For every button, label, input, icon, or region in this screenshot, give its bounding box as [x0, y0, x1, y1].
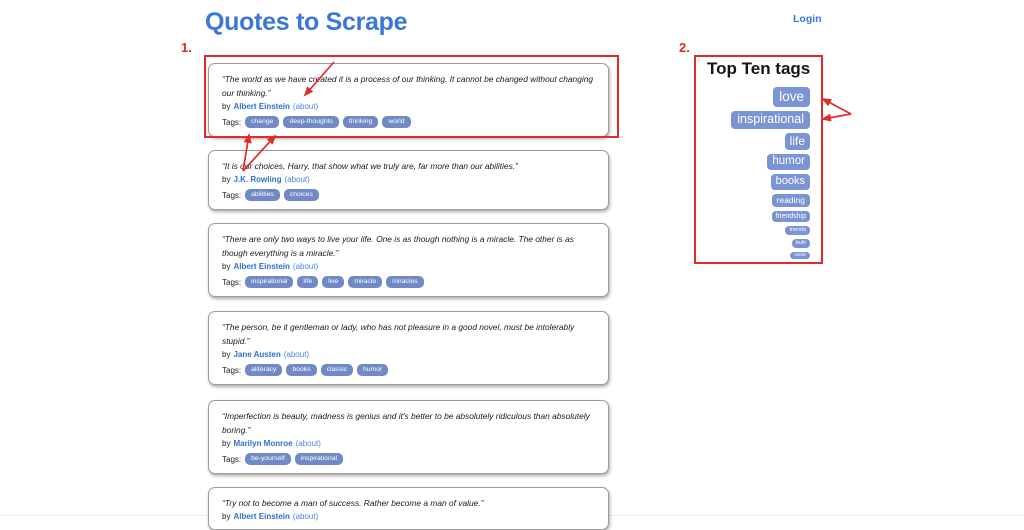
- author-link[interactable]: Jane Austen: [233, 350, 281, 359]
- quote-author-line: [222, 102, 595, 111]
- quote-text: “It is our choices, Harry, that show what we truly are, far more than our abilities.”: [222, 161, 518, 171]
- arrow-to-tag-love: [823, 99, 851, 114]
- quote-card-3: [208, 223, 609, 297]
- quote-tags-row: [222, 364, 595, 376]
- annotation-step-2-label: 2.: [679, 40, 690, 55]
- tag-link-inspirational[interactable]: inspirational: [245, 276, 293, 288]
- site-title-link[interactable]: Quotes to Scrape: [205, 8, 408, 36]
- arrow-to-tag-inspirational: [823, 114, 851, 119]
- tag-link-reading[interactable]: reading: [772, 194, 810, 207]
- tags-label: Tags:: [222, 277, 242, 287]
- tag-link-choices[interactable]: choices: [284, 189, 319, 201]
- quote-author-line: [222, 512, 595, 521]
- about-link[interactable]: (about): [292, 512, 319, 521]
- tag-link-love[interactable]: love: [773, 87, 810, 107]
- tag-link-books[interactable]: books: [286, 364, 316, 376]
- quote-card-1: [208, 63, 609, 137]
- author-link[interactable]: Albert Einstein: [233, 262, 290, 271]
- tag-link-truth[interactable]: truth: [792, 239, 810, 248]
- quote-author-line: [222, 175, 595, 184]
- annotation-step-1-label: 1.: [181, 40, 192, 55]
- quote-author-line: [222, 439, 595, 448]
- about-link[interactable]: (about): [292, 102, 319, 111]
- tag-link-books[interactable]: books: [771, 174, 810, 190]
- quote-tags-row: [222, 189, 595, 201]
- quote-text: “Try not to become a man of success. Rather become a man of value.”: [222, 498, 484, 508]
- tag-link-life[interactable]: life: [297, 276, 318, 288]
- tag-link-friends[interactable]: friends: [785, 226, 810, 235]
- by-label: by: [222, 102, 231, 111]
- quote-author-line: [222, 350, 595, 359]
- tag-link-inspirational[interactable]: inspirational: [295, 453, 343, 465]
- tag-link-aliteracy[interactable]: aliteracy: [245, 364, 282, 376]
- tag-link-abilities[interactable]: abilities: [245, 189, 280, 201]
- tag-link-thinking[interactable]: thinking: [343, 116, 378, 128]
- about-link[interactable]: (about): [283, 350, 310, 359]
- tags-label: Tags:: [222, 365, 242, 375]
- tag-link-humor[interactable]: humor: [767, 154, 810, 171]
- tag-link-change[interactable]: change: [245, 116, 279, 128]
- tag-link-inspirational[interactable]: inspirational: [731, 111, 810, 129]
- tag-link-miracles[interactable]: miracles: [386, 276, 423, 288]
- about-link[interactable]: (about): [284, 175, 310, 184]
- by-label: by: [222, 175, 231, 184]
- quote-text: “The person, be it gentleman or lady, who has not pleasure in a good novel, must be intolerably stupid.”: [222, 322, 575, 346]
- by-label: by: [222, 262, 231, 271]
- tags-label: Tags:: [222, 117, 242, 127]
- quote-tags-row: [222, 453, 595, 465]
- author-link[interactable]: Marilyn Monroe: [233, 439, 293, 448]
- tag-link-friendship[interactable]: friendship: [772, 211, 810, 222]
- quote-tags-row: [222, 116, 595, 128]
- author-link[interactable]: J.K. Rowling: [233, 175, 282, 184]
- tag-link-deep-thoughts[interactable]: deep-thoughts: [283, 116, 338, 128]
- tag-link-humor[interactable]: humor: [357, 364, 388, 376]
- author-link[interactable]: Albert Einstein: [233, 102, 290, 111]
- quote-card-2: [208, 150, 609, 210]
- tag-link-classic[interactable]: classic: [321, 364, 353, 376]
- quote-text: “The world as we have created it is a process of our thinking. It cannot be changed without changing our thinking.”: [222, 74, 594, 98]
- quote-author-line: [222, 262, 595, 271]
- quote-card-4: [208, 311, 609, 385]
- about-link[interactable]: (about): [292, 262, 319, 271]
- tag-link-miracle[interactable]: miracle: [348, 276, 382, 288]
- tags-label: Tags:: [222, 190, 242, 200]
- by-label: by: [222, 512, 231, 521]
- by-label: by: [222, 350, 231, 359]
- login-link[interactable]: Login: [793, 13, 822, 25]
- tag-link-simile[interactable]: simile: [790, 252, 810, 260]
- about-link[interactable]: (about): [295, 439, 321, 448]
- tag-link-life[interactable]: life: [785, 133, 810, 150]
- tags-label: Tags:: [222, 454, 242, 464]
- by-label: by: [222, 439, 231, 448]
- tag-cloud: [694, 87, 817, 259]
- author-link[interactable]: Albert Einstein: [233, 512, 290, 521]
- tag-link-live[interactable]: live: [322, 276, 344, 288]
- quote-text: “There are only two ways to live your life. One is as though nothing is a miracle. The other is as though everything is a miracle.”: [222, 234, 574, 258]
- quote-card-6: [208, 487, 609, 530]
- quote-tags-row: [222, 276, 595, 288]
- tag-link-world[interactable]: world: [382, 116, 410, 128]
- tag-link-be-yourself[interactable]: be-yourself: [245, 453, 291, 465]
- top-ten-tags-heading: Top Ten tags: [707, 59, 811, 78]
- quote-text: “Imperfection is beauty, madness is genius and it's better to be absolutely ridiculous than absolutely boring.”: [222, 411, 590, 435]
- quote-card-5: [208, 400, 609, 474]
